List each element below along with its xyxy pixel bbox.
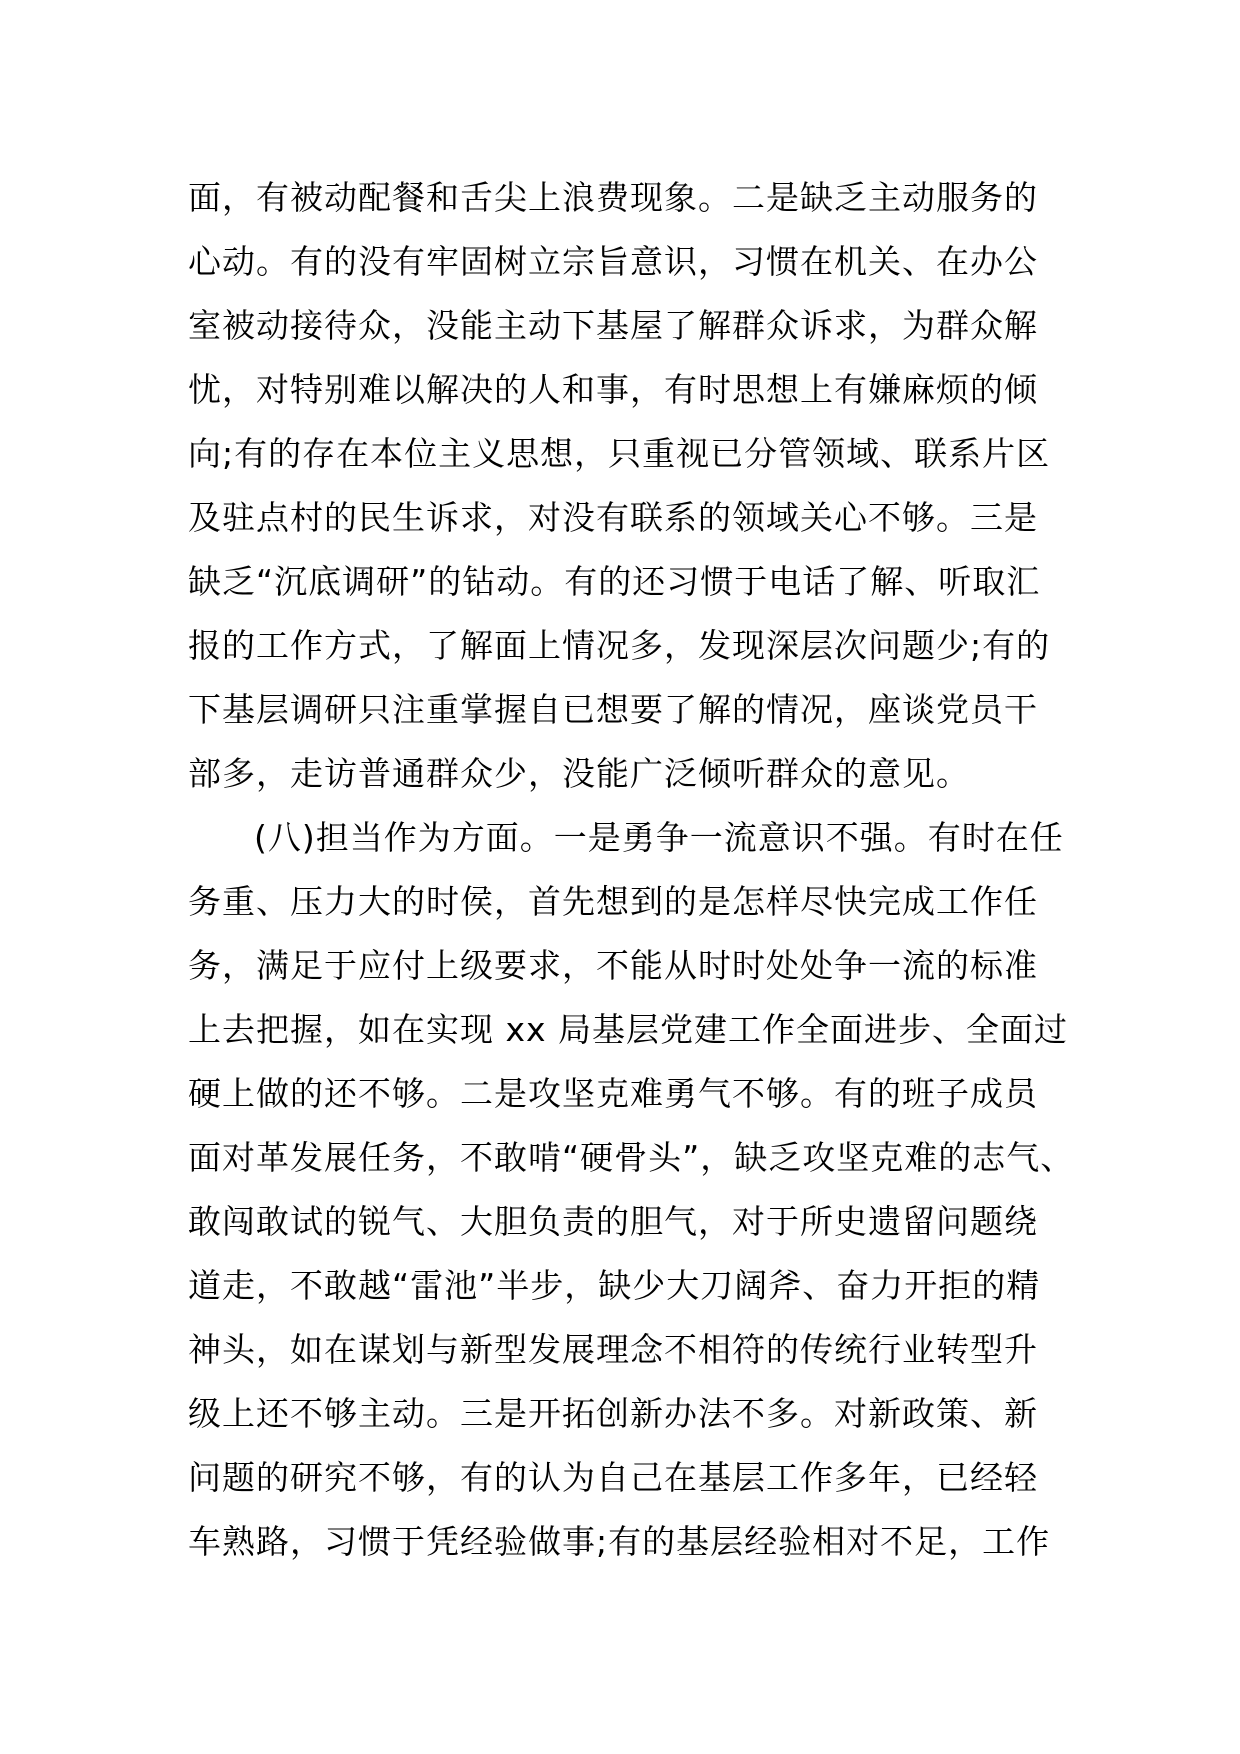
text-line: 敢闯敢试的锐气、大胆负责的胆气，对于所史遗留问题绕 bbox=[188, 1202, 1038, 1241]
text-line: 神头，如在谋划与新型发展理念不相符的传统行业转型升 bbox=[188, 1330, 1038, 1369]
text-line: 务重、压力大的时侯，首先想到的是怎样尽快完成工作任 bbox=[188, 882, 1038, 921]
text-line: 部多，走访普通群众少，没能广泛倾听群众的意见。 bbox=[188, 754, 970, 793]
text-line: 及驻点村的民生诉求，对没有联系的领域关心不够。三是 bbox=[188, 498, 1038, 537]
text-line-first: (八)担当作为方面。一是勇争一流意识不强。有时在任 bbox=[254, 818, 1064, 857]
text-line: 心动。有的没有牢固树立宗旨意识，习惯在机关、在办公 bbox=[188, 242, 1038, 281]
text-line: 级上还不够主动。三是开拓创新办法不多。对新政策、新 bbox=[188, 1394, 1038, 1433]
text-line: 下基层调研只注重掌握自已想要了解的情况，座谈党员干 bbox=[188, 690, 1038, 729]
text-line: 硬上做的还不够。二是攻坚克难勇气不够。有的班子成员 bbox=[188, 1074, 1038, 1113]
text-line: 车熟路，习惯于凭经验做事;有的基层经验相对不足，工作 bbox=[188, 1522, 1051, 1561]
text-line: 室被动接待众，没能主动下基屋了解群众诉求，为群众解 bbox=[188, 306, 1038, 345]
text-line: 务，满足于应付上级要求，不能从时时处处争一流的标准 bbox=[188, 946, 1038, 985]
paragraph-1 bbox=[188, 166, 1088, 806]
text-line: 面对革发展任务，不敢啃“硬骨头”，缺乏攻坚克难的志气、 bbox=[188, 1138, 1075, 1177]
text-line: 缺乏“沉底调研”的钻动。有的还习惯于电话了解、听取汇 bbox=[188, 562, 1041, 601]
text-line: 忧，对特别难以解决的人和事，有时思想上有嫌麻烦的倾 bbox=[188, 370, 1038, 409]
paragraph-2 bbox=[188, 806, 1088, 1574]
text-line: 道走，不敢越“雷池”半步，缺少大刀阔斧、奋力开拒的精 bbox=[188, 1266, 1041, 1305]
body-text bbox=[188, 166, 1088, 1574]
text-line: 问题的研究不够，有的认为自己在基层工作多年，已经轻 bbox=[188, 1458, 1038, 1497]
text-line: 报的工作方式，了解面上情况多，发现深层次问题少;有的 bbox=[188, 626, 1051, 665]
text-line: 面，有被动配餐和舌尖上浪费现象。二是缺乏主动服务的 bbox=[188, 178, 1038, 217]
text-line: 上去把握，如在实现 xx 局基层党建工作全面进步、全面过 bbox=[188, 1010, 1069, 1049]
text-line: 向;有的存在本位主义思想，只重视已分管领域、联系片区 bbox=[188, 434, 1051, 473]
